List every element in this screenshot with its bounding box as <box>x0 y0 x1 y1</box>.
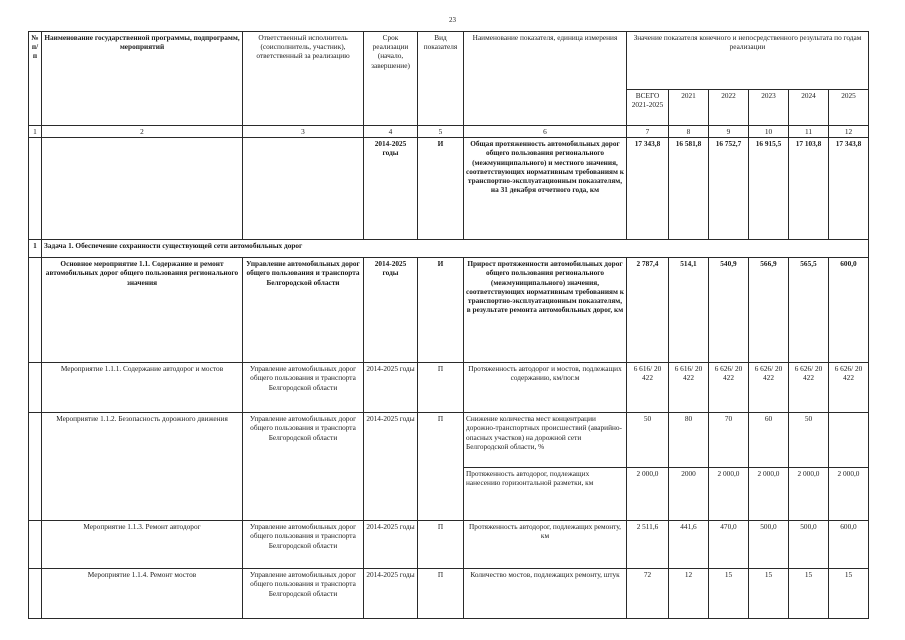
cell-value-2025: 600,0 <box>829 258 869 363</box>
cell-value-2023: 2 000,0 <box>749 468 789 521</box>
cell-executor: Управление автомобильных дорог общего пользования и транспорта Белгородской области <box>243 521 364 569</box>
header-year: 2025 <box>829 90 869 126</box>
cell-indicator: Протяженность автодорог, подлежащих ремонту, км <box>464 521 627 569</box>
cell-indicator: Протяженность автодорог и мостов, подлежащих содержанию, км/пог.м <box>464 363 627 413</box>
cell-name: Мероприятие 1.1.4. Ремонт мостов <box>42 569 243 619</box>
table-row <box>29 521 869 569</box>
header-name: Наименование государственной программы, подпрограмм, мероприятий <box>42 32 243 126</box>
cell-value-2021: 16 581,8 <box>669 138 709 240</box>
column-index: 9 <box>709 126 749 138</box>
cell-value-2024: 500,0 <box>789 521 829 569</box>
cell-indicator: Общая протяженность автомобильных дорог общего пользования регионального (межмуниципального) и местного значения, соответствующих нормативным требованиям к транспортно-эксплуатационным показателям, на 31 декабря отчетного года, км <box>464 138 627 240</box>
cell-value-2025: 17 343,8 <box>829 138 869 240</box>
column-index: 10 <box>749 126 789 138</box>
cell-value-2021: 514,1 <box>669 258 709 363</box>
header-type: Вид показателя <box>418 32 464 126</box>
table-row <box>29 413 869 468</box>
cell-term: 2014-2025 годы <box>364 521 418 569</box>
column-index-row <box>29 126 869 138</box>
cell-name: Основное мероприятие 1.1. Содержание и ремонт автомобильных дорог общего пользования регионального значения <box>42 258 243 363</box>
header-indicator: Наименование показателя, единица измерения <box>464 32 627 126</box>
column-index: 1 <box>29 126 42 138</box>
cell-executor: Управление автомобильных дорог общего пользования и транспорта Белгородской области <box>243 363 364 413</box>
header-executor: Ответственный исполнитель (соисполнитель, участник), ответственный за реализацию <box>243 32 364 126</box>
cell-value-2022: 2 000,0 <box>709 468 749 521</box>
page-number: 23 <box>449 16 456 24</box>
cell-indicator: Количество мостов, подлежащих ремонту, штук <box>464 569 627 619</box>
cell-executor: Управление автомобильных дорог общего пользования и транспорта Белгородской области <box>243 258 364 363</box>
header-values-group: Значение показателя конечного и непосредственного результата по годам реализации <box>627 32 869 90</box>
column-index: 6 <box>464 126 627 138</box>
cell-value-2023: 15 <box>749 569 789 619</box>
cell-value-2022: 470,0 <box>709 521 749 569</box>
cell-value-2023: 60 <box>749 413 789 468</box>
cell-value-2025 <box>829 413 869 468</box>
cell-term: 2014-2025 годы <box>364 569 418 619</box>
column-index: 11 <box>789 126 829 138</box>
cell-value-2023: 16 915,5 <box>749 138 789 240</box>
column-index: 7 <box>627 126 669 138</box>
cell-value-2021: 12 <box>669 569 709 619</box>
cell-type: И <box>418 258 464 363</box>
column-index: 4 <box>364 126 418 138</box>
header-row <box>29 32 869 90</box>
table-row <box>29 258 869 363</box>
task-no: 1 <box>29 240 42 258</box>
cell-type: П <box>418 569 464 619</box>
cell-value-2022: 16 752,7 <box>709 138 749 240</box>
cell-value-2025: 600,0 <box>829 521 869 569</box>
table-row <box>29 569 869 619</box>
cell-value-2022: 70 <box>709 413 749 468</box>
cell-value-2021: 80 <box>669 413 709 468</box>
cell-value-2024: 2 000,0 <box>789 468 829 521</box>
cell-value-2024: 50 <box>789 413 829 468</box>
header-year: 2021 <box>669 90 709 126</box>
column-index: 12 <box>829 126 869 138</box>
cell-value-2021: 2000 <box>669 468 709 521</box>
cell-value-total: 2 787,4 <box>627 258 669 363</box>
cell-indicator: Протяженность автодорог, подлежащих нанесению горизонтальной разметки, км <box>464 468 627 521</box>
cell-type: П <box>418 413 464 521</box>
cell-type: И <box>418 138 464 240</box>
cell-value-2023: 500,0 <box>749 521 789 569</box>
cell-indicator: Снижение количества мест концентрации дорожно-транспортных происшествий (аварийно-опасных участков) на дорожной сети Белгородской области, % <box>464 413 627 468</box>
cell-term: 2014-2025 годы <box>364 138 418 240</box>
cell-type: П <box>418 363 464 413</box>
header-no: № п/п <box>29 32 42 126</box>
cell-value-2024: 565,5 <box>789 258 829 363</box>
header-year: 2023 <box>749 90 789 126</box>
cell-value-total: 17 343,8 <box>627 138 669 240</box>
cell-name <box>42 138 243 240</box>
cell-value-2022: 6 626/ 20 422 <box>709 363 749 413</box>
cell-name: Мероприятие 1.1.3. Ремонт автодорог <box>42 521 243 569</box>
header-year: 2022 <box>709 90 749 126</box>
cell-value-2025: 15 <box>829 569 869 619</box>
cell-value-total: 72 <box>627 569 669 619</box>
cell-value-2023: 6 626/ 20 422 <box>749 363 789 413</box>
table-row <box>29 138 869 240</box>
cell-term: 2014-2025 годы <box>364 258 418 363</box>
cell-executor <box>243 138 364 240</box>
cell-no <box>29 138 42 240</box>
column-index: 8 <box>669 126 709 138</box>
cell-value-total: 2 511,6 <box>627 521 669 569</box>
column-index: 2 <box>42 126 243 138</box>
task-title: Задача 1. Обеспечение сохранности существующей сети автомобильных дорог <box>42 240 869 258</box>
cell-value-2021: 6 616/ 20 422 <box>669 363 709 413</box>
cell-value-2022: 540,9 <box>709 258 749 363</box>
header-total: ВСЕГО 2021-2025 <box>627 90 669 126</box>
cell-executor: Управление автомобильных дорог общего пользования и транспорта Белгородской области <box>243 569 364 619</box>
cell-term: 2014-2025 годы <box>364 363 418 413</box>
cell-value-2024: 6 626/ 20 422 <box>789 363 829 413</box>
cell-value-2024: 17 103,8 <box>789 138 829 240</box>
cell-type: П <box>418 521 464 569</box>
cell-value-total: 6 616/ 20 422 <box>627 363 669 413</box>
cell-executor: Управление автомобильных дорог общего пользования и транспорта Белгородской области <box>243 413 364 521</box>
cell-value-total: 50 <box>627 413 669 468</box>
cell-name: Мероприятие 1.1.1. Содержание автодорог и мостов <box>42 363 243 413</box>
cell-name: Мероприятие 1.1.2. Безопасность дорожного движения <box>42 413 243 521</box>
header-year: 2024 <box>789 90 829 126</box>
cell-value-2022: 15 <box>709 569 749 619</box>
cell-value-2023: 566,9 <box>749 258 789 363</box>
table-row <box>29 363 869 413</box>
cell-term: 2014-2025 годы <box>364 413 418 521</box>
cell-indicator: Прирост протяженности автомобильных дорог общего пользования регионального (межмуниципального) значения, соответствующих нормативным требованиям к транспортно-эксплуатационным показателям, в результате ремонта автомобильных дорог, км <box>464 258 627 363</box>
cell-value-2024: 15 <box>789 569 829 619</box>
cell-value-2025: 2 000,0 <box>829 468 869 521</box>
column-index: 5 <box>418 126 464 138</box>
cell-value-2021: 441,6 <box>669 521 709 569</box>
column-index: 3 <box>243 126 364 138</box>
header-term: Срок реализации (начало, завершение) <box>364 32 418 126</box>
program-indicators-table <box>28 31 869 619</box>
cell-value-2025: 6 626/ 20 422 <box>829 363 869 413</box>
cell-value-total: 2 000,0 <box>627 468 669 521</box>
task-row <box>29 240 869 258</box>
